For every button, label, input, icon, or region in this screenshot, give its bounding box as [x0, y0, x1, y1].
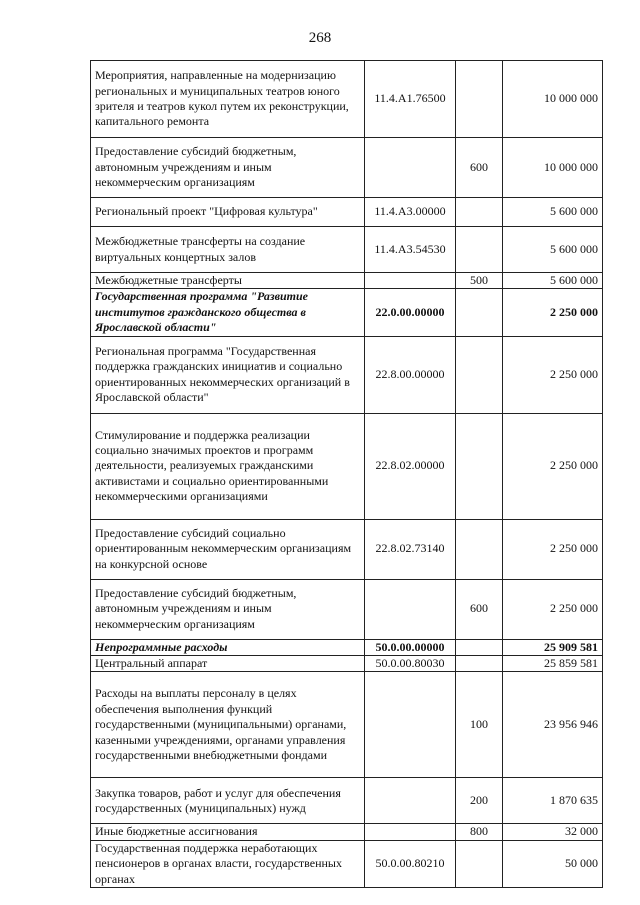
- budget-table: [90, 60, 603, 888]
- row-type: 200: [456, 778, 503, 824]
- row-name: Расходы на выплаты персоналу в целях обеспечения выполнения функций государственными (муниципальными) органами, казенными учреждениями, органами управления государственными внебюджетными фондами: [91, 672, 365, 778]
- table-row: [91, 656, 603, 672]
- table-row: [91, 840, 603, 887]
- row-code: 50.0.00.80030: [365, 656, 456, 672]
- row-code: 50.0.00.00000: [365, 639, 456, 655]
- row-amount: 2 250 000: [503, 289, 603, 336]
- table-row: [91, 579, 603, 639]
- row-code: [365, 672, 456, 778]
- row-code: 22.8.02.00000: [365, 413, 456, 519]
- row-type: [456, 413, 503, 519]
- row-type: [456, 336, 503, 413]
- row-code: [365, 138, 456, 198]
- row-name: Региональный проект "Цифровая культура": [91, 198, 365, 227]
- row-name: Мероприятия, направленные на модернизацию региональных и муниципальных театров юного зрителя и театров кукол путем их реконструкции, капитального ремонта: [91, 61, 365, 138]
- row-amount: 32 000: [503, 824, 603, 840]
- row-type: 800: [456, 824, 503, 840]
- row-type: 100: [456, 672, 503, 778]
- row-amount: 2 250 000: [503, 336, 603, 413]
- table-row: [91, 198, 603, 227]
- row-type: [456, 656, 503, 672]
- row-amount: 10 000 000: [503, 61, 603, 138]
- row-type: [456, 227, 503, 273]
- row-code: 11.4.A3.00000: [365, 198, 456, 227]
- row-name: Закупка товаров, работ и услуг для обеспечения государственных (муниципальных) нужд: [91, 778, 365, 824]
- row-amount: 2 250 000: [503, 519, 603, 579]
- row-amount: 1 870 635: [503, 778, 603, 824]
- row-type: 600: [456, 579, 503, 639]
- row-type: [456, 289, 503, 336]
- row-amount: 50 000: [503, 840, 603, 887]
- table-row: [91, 824, 603, 840]
- row-type: [456, 519, 503, 579]
- row-code: 11.4.A1.76500: [365, 61, 456, 138]
- row-name: Предоставление субсидий социально ориентированным некоммерческим организациям на конкурсной основе: [91, 519, 365, 579]
- row-type: [456, 198, 503, 227]
- row-name: Предоставление субсидий бюджетным, автономным учреждениям и иным некоммерческим организациям: [91, 579, 365, 639]
- row-type: [456, 840, 503, 887]
- page-number: 268: [308, 30, 332, 46]
- row-code: 22.8.00.00000: [365, 336, 456, 413]
- row-type: [456, 61, 503, 138]
- row-type: 600: [456, 138, 503, 198]
- row-amount: 25 859 581: [503, 656, 603, 672]
- row-code: [365, 273, 456, 289]
- row-amount: 23 956 946: [503, 672, 603, 778]
- row-code: 11.4.A3.54530: [365, 227, 456, 273]
- table-row: [91, 273, 603, 289]
- row-amount: 5 600 000: [503, 273, 603, 289]
- row-type: [456, 639, 503, 655]
- row-name: Непрограммные расходы: [91, 639, 365, 655]
- table-row: [91, 413, 603, 519]
- table-row: [91, 289, 603, 336]
- table-row: [91, 639, 603, 655]
- row-name: Государственная поддержка неработающих пенсионеров в органах власти, государственных органах: [91, 840, 365, 887]
- row-name: Государственная программа "Развитие институтов гражданского общества в Ярославской области": [91, 289, 365, 336]
- row-name: Межбюджетные трансферты на создание виртуальных концертных залов: [91, 227, 365, 273]
- table-row: [91, 778, 603, 824]
- row-code: 22.0.00.00000: [365, 289, 456, 336]
- row-code: 22.8.02.73140: [365, 519, 456, 579]
- row-amount: 10 000 000: [503, 138, 603, 198]
- row-name: Межбюджетные трансферты: [91, 273, 365, 289]
- row-amount: 5 600 000: [503, 198, 603, 227]
- row-name: Центральный аппарат: [91, 656, 365, 672]
- table-row: [91, 336, 603, 413]
- row-name: Иные бюджетные ассигнования: [91, 824, 365, 840]
- row-amount: 2 250 000: [503, 579, 603, 639]
- table-row: [91, 227, 603, 273]
- row-amount: 5 600 000: [503, 227, 603, 273]
- row-code: [365, 778, 456, 824]
- row-type: 500: [456, 273, 503, 289]
- row-code: [365, 824, 456, 840]
- row-name: Стимулирование и поддержка реализации социально значимых проектов и программ деятельности, реализуемых гражданскими активистами и социально ориентированными некоммерческими организациями: [91, 413, 365, 519]
- row-name: Региональная программа "Государственная поддержка гражданских инициатив и социально ориентированных некоммерческих организаций в Ярославской области": [91, 336, 365, 413]
- row-amount: 25 909 581: [503, 639, 603, 655]
- row-code: 50.0.00.80210: [365, 840, 456, 887]
- table-row: [91, 672, 603, 778]
- row-amount: 2 250 000: [503, 413, 603, 519]
- table-row: [91, 138, 603, 198]
- row-name: Предоставление субсидий бюджетным, автономным учреждениям и иным некоммерческим организациям: [91, 138, 365, 198]
- table-row: [91, 61, 603, 138]
- row-code: [365, 579, 456, 639]
- table-row: [91, 519, 603, 579]
